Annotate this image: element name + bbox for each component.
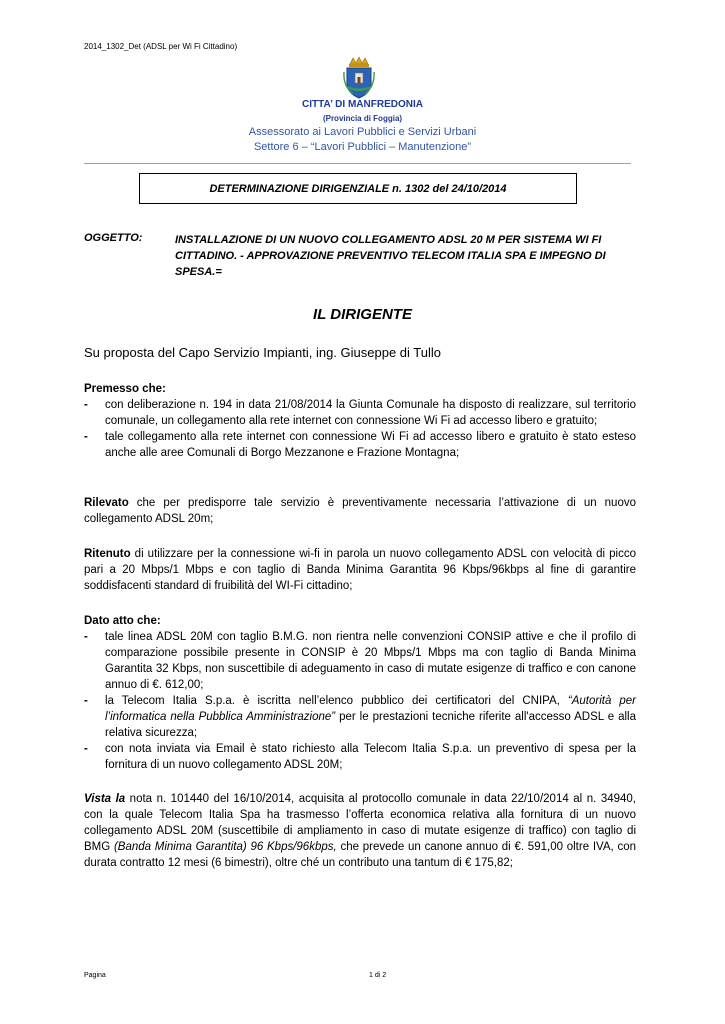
vista-text-end: che prevede un canone annuo di €. 591,00 oltre IVA, con durata contratto 12 mesi (6 bimestri), oltre ché un contributo una tantum di € 175,82;: [84, 841, 637, 869]
list-item: [84, 693, 636, 741]
determination-title: DETERMINAZIONE DIRIGENZIALE n. 1302 del 24/10/2014: [209, 182, 507, 195]
section-heading: IL DIRIGENTE: [313, 306, 412, 323]
municipal-crest-icon: [343, 56, 375, 100]
list-item-text: tale collegamento alla rete internet con connessione Wi Fi ad accesso libero e gratuito è stato esteso anche alle aree Comunali di Borgo Mezzanone e Frazione Montagna;: [105, 431, 636, 459]
document-reference: 2014_1302_Det (ADSL per Wi Fi Cittadino): [84, 42, 238, 51]
header-divider: [84, 163, 631, 164]
list-item: [84, 741, 636, 773]
list-item-quote: “Autorità per l’informatica nella Pubblica Amministrazione”: [105, 695, 637, 723]
vista-paragraph: [84, 791, 636, 871]
determination-title-box: [139, 173, 577, 204]
premesso-title: Premesso che:: [84, 383, 166, 395]
list-item: [84, 397, 636, 429]
list-item-text: con deliberazione n. 194 in data 21/08/2014 la Giunta Comunale ha disposto di realizzare, sul territorio comunale, un collegamento alla rete internet con connessione Wi Fi ad accesso libero e gratuito;: [105, 399, 636, 427]
list-item-text: con nota inviata via Email è stato richiesto alla Telecom Italia S.p.a. un preventivo di spesa per la fornitura di un nuovo collegamento ADSL 20M;: [105, 743, 636, 771]
rilevato-paragraph: [84, 495, 636, 527]
bullet-dash: -: [84, 431, 88, 443]
sector-name: Settore 6 – “Lavori Pubblici – Manutenzione”: [253, 141, 472, 153]
vista-text: nota n. 101440 del 16/10/2014, acquisita al protocollo comunale in data 22/10/2014 al n. 34940, con la quale Telecom Italia Spa ha trasmesso l’offerta economica relativa alla fornitura di un nuovo collegamento ADSL 20M (suscettibile di ampliamento in caso di mutate esigenze di traffico) con taglio di BMG: [84, 793, 636, 853]
list-item: [84, 629, 636, 693]
footer-page-label: Pagina: [84, 972, 106, 979]
rilevato-label: Rilevato: [84, 497, 129, 509]
bullet-dash: -: [84, 695, 88, 707]
list-item: [84, 429, 636, 461]
proposal-line: Su proposta del Capo Servizio Impianti, ing. Giuseppe di Tullo: [84, 345, 441, 360]
bullet-dash: -: [84, 399, 88, 411]
ritenuto-paragraph: [84, 546, 636, 594]
ritenuto-label: Ritenuto: [84, 548, 131, 560]
footer-page-number: 1 di 2: [369, 972, 387, 979]
vista-label: Vista la: [84, 793, 126, 805]
bullet-dash: -: [84, 743, 88, 755]
dato-atto-section: [84, 613, 636, 773]
ritenuto-text: di utilizzare per la connessione wi-fi in parola un nuovo collegamento ADSL con velocità di picco pari a 20 Mbps/1 Mbps e con taglio di Banda Minima Garantita 96 Kbps/96kbps al fine di garantire soddisfacenti standard di fruibilità del WI-Fi cittadino;: [84, 548, 636, 592]
list-item-text: [105, 695, 636, 739]
rilevato-text: che per predisporre tale servizio è preventivamente necessaria l’attivazione di un nuovo collegamento ADSL 20m;: [84, 497, 636, 525]
bullet-dash: -: [84, 631, 88, 643]
list-item-text-part: per le prestazioni tecniche riferite all'accesso ADSL e alla relativa sicurezza;: [105, 711, 637, 739]
dato-atto-title: Dato atto che:: [84, 615, 161, 627]
subject-text: INSTALLAZIONE DI UN NUOVO COLLEGAMENTO ADSL 20 M PER SISTEMA WI FI CITTADINO. - APPROVAZIONE PREVENTIVO TELECOM ITALIA SPA E IMPEGNO DI SPESA.=: [175, 234, 606, 278]
department-name: Assessorato ai Lavori Pubblici e Servizi Urbani: [248, 126, 477, 138]
province-name: (Provincia di Foggia): [322, 114, 403, 123]
city-name: CITTA’ DI MANFREDONIA: [302, 99, 423, 110]
premesso-section: [84, 381, 636, 461]
subject-label: OGGETTO:: [84, 232, 143, 244]
list-item-text: tale linea ADSL 20M con taglio B.M.G. non rientra nelle convenzioni CONSIP attive e che il profilo di comparazione possibile presente in CONSIP è 20 Mbps/1 Mbps ma con taglio di Banda Minima Garantita 32 Kbps, non suscettibile di adeguamento in caso di mutate esigenze di traffico e con canone annuo di €. 612,00;: [105, 631, 636, 691]
vista-text-italic: (Banda Minima Garantita) 96 Kbps/96kbps,: [113, 841, 337, 853]
list-item-text-part: la Telecom Italia S.p.a. è iscritta nell’elenco pubblico dei certificatori del CNIPA,: [105, 695, 568, 707]
